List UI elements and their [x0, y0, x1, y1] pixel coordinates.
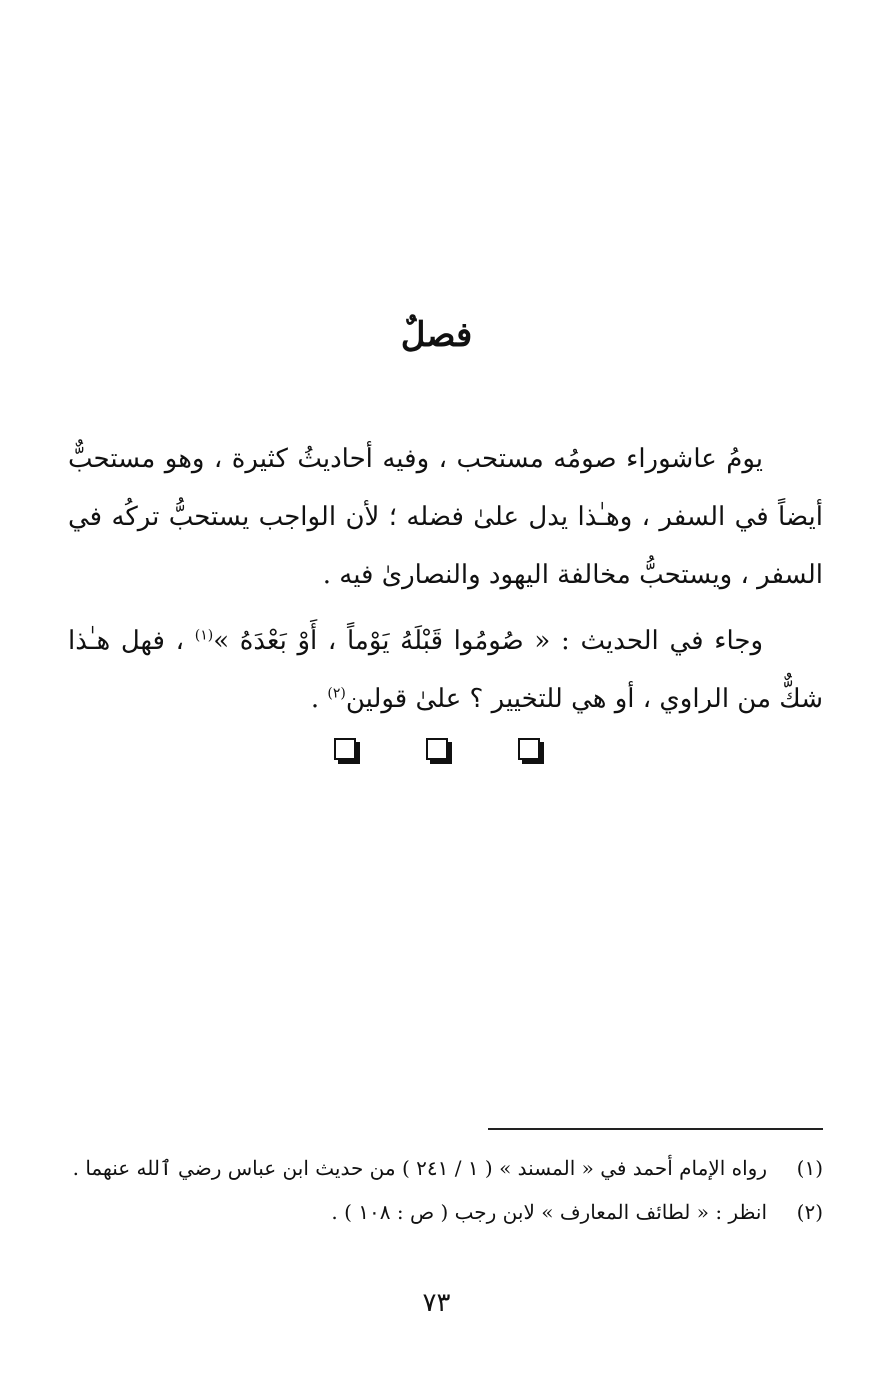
footnote-text: انظر : « لطائف المعارف » لابن رجب ( ص : ١٠٨ ) .: [331, 1200, 767, 1224]
paragraph-2-text-end: .: [310, 684, 328, 714]
paragraph-1: يومُ عاشوراء صومُه مستحب ، وفيه أحاديثُ كثيرة ، وهو مستحبٌّ أيضاً في السفر ، وهـٰذا يدل علىٰ فضله ؛ لأن الواجب يستحبُّ تركُه في السفر ، ويستحبُّ مخالفة اليهود والنصارىٰ فيه .: [68, 444, 823, 590]
main-text: [68, 430, 823, 728]
footnote-1: [68, 1148, 823, 1188]
footnote-2: [68, 1192, 823, 1232]
footnote-ref-2: (٢): [327, 685, 346, 702]
footnote-text: رواه الإمام أحمد في « المسند » ( ١ / ٢٤١ ) من حديث ابن عباس رضي ٱلله عنهما .: [72, 1156, 767, 1180]
footnote-number: (١): [796, 1156, 823, 1180]
square-ornament-icon: [518, 738, 540, 760]
square-ornament-icon: [426, 738, 448, 760]
section-separator: [0, 738, 873, 760]
footnote-divider: [488, 1128, 823, 1130]
footnotes: [68, 1148, 823, 1232]
footnote-ref-1: (١): [194, 627, 214, 644]
square-ornament-icon: [334, 738, 356, 760]
section-title: فصلٌ: [400, 315, 473, 355]
paragraph-2-text-b: ، فهل هـٰذا شكٌّ من الراوي ، أو هي للتخيير ؟ علىٰ قولين: [68, 626, 823, 714]
footnote-number: (٢): [796, 1200, 823, 1224]
paragraph-2: [68, 612, 823, 728]
page-number: ٧٣: [422, 1288, 451, 1318]
paragraph-2-text-a: وجاء في الحديث : « صُومُوا قَبْلَهُ يَوْماً ، أَوْ بَعْدَهُ »: [213, 626, 763, 656]
